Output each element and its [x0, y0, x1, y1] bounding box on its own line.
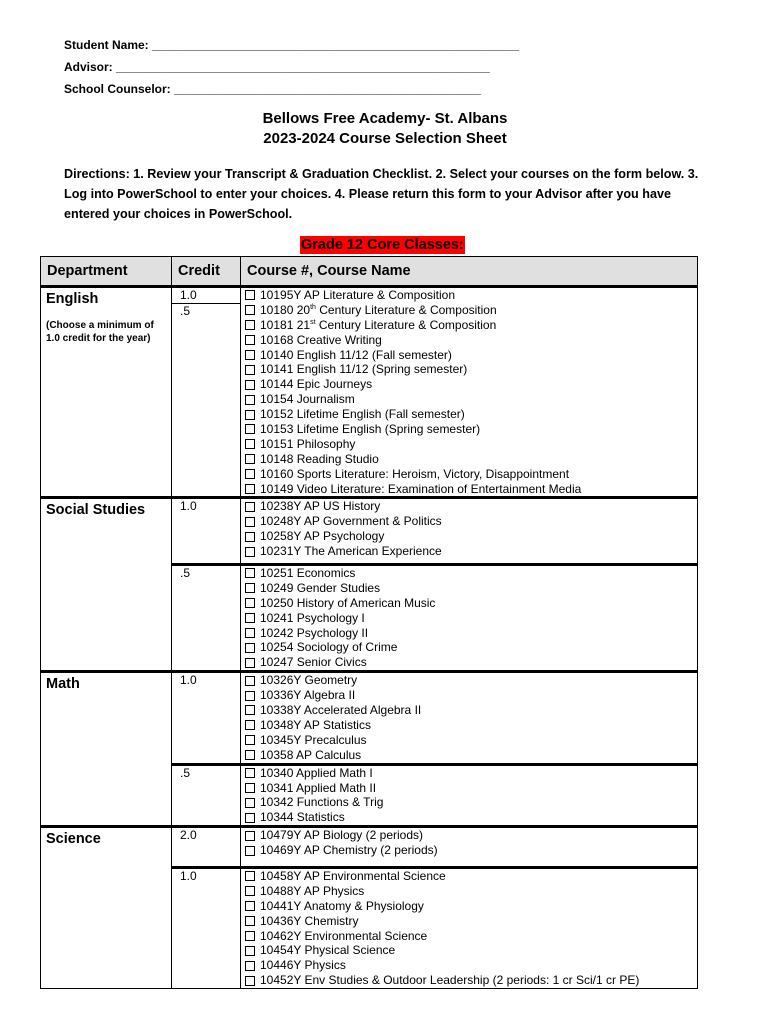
- course-item[interactable]: 10469Y AP Chemistry (2 periods): [245, 843, 697, 858]
- course-item[interactable]: 10248Y AP Government & Politics: [245, 514, 697, 529]
- course-item[interactable]: 10247 Senior Civics: [245, 655, 697, 670]
- checkbox-icon[interactable]: [245, 395, 255, 405]
- checkbox-icon[interactable]: [245, 410, 255, 420]
- credit-value: .5: [172, 303, 240, 319]
- checkbox-icon[interactable]: [245, 547, 255, 557]
- science-row: [41, 827, 698, 868]
- science-courses-b: [241, 867, 698, 988]
- course-item[interactable]: 10454Y Physical Science: [245, 943, 697, 958]
- dept-name: Science: [46, 831, 101, 848]
- checkbox-icon[interactable]: [245, 335, 255, 345]
- course-item[interactable]: 10250 History of American Music: [245, 596, 697, 611]
- course-item[interactable]: 10160 Sports Literature: Heroism, Victory, Disappointment: [245, 467, 697, 482]
- credit-value: 1.0: [180, 868, 197, 883]
- course-item[interactable]: 10149 Video Literature: Examination of Entertainment Media: [245, 482, 697, 497]
- english-row: [41, 287, 698, 498]
- course-item[interactable]: 10231Y The American Experience: [245, 544, 697, 559]
- checkbox-icon[interactable]: [245, 916, 255, 926]
- course-item[interactable]: 10151 Philosophy: [245, 437, 697, 452]
- science-courses-a: [241, 827, 698, 868]
- credit-value: 1.0: [180, 499, 197, 514]
- course-item[interactable]: 10180 20th Century Literature & Composition: [245, 303, 697, 318]
- checkbox-icon[interactable]: [245, 931, 255, 941]
- checkbox-icon[interactable]: [245, 946, 255, 956]
- math-credit-b: [172, 764, 241, 827]
- social-studies-row: [41, 498, 698, 565]
- course-item[interactable]: 10144 Epic Journeys: [245, 377, 697, 392]
- checkbox-icon[interactable]: [245, 798, 255, 808]
- col-department: Department: [41, 257, 172, 287]
- school-counselor-line: School Counselor: ______________________________________________: [64, 82, 481, 96]
- checkbox-icon[interactable]: [245, 846, 255, 856]
- math-dept-cell: [41, 672, 172, 827]
- grade-title: Grade 12 Core Classes:: [301, 237, 464, 253]
- checkbox-icon[interactable]: [245, 424, 255, 434]
- checkbox-icon[interactable]: [245, 783, 255, 793]
- checkbox-icon[interactable]: [245, 628, 255, 638]
- course-item[interactable]: 10140 English 11/12 (Fall semester): [245, 348, 697, 363]
- checkbox-icon[interactable]: [245, 658, 255, 668]
- course-item[interactable]: 10153 Lifetime English (Spring semester): [245, 422, 697, 437]
- english-credit-cell: [172, 287, 241, 498]
- checkbox-icon[interactable]: [245, 705, 255, 715]
- course-item[interactable]: 10462Y Environmental Science: [245, 929, 697, 944]
- checkbox-icon[interactable]: [245, 305, 255, 315]
- checkbox-icon[interactable]: [245, 613, 255, 623]
- checkbox-icon[interactable]: [245, 831, 255, 841]
- checkbox-icon[interactable]: [245, 976, 255, 986]
- checkbox-icon[interactable]: [245, 469, 255, 479]
- math-row: [41, 672, 698, 764]
- checkbox-icon[interactable]: [245, 750, 255, 760]
- checkbox-icon[interactable]: [245, 583, 255, 593]
- checkbox-icon[interactable]: [245, 439, 255, 449]
- course-item[interactable]: 10436Y Chemistry: [245, 914, 697, 929]
- course-item[interactable]: 10340 Applied Math I: [245, 766, 697, 781]
- school-name: Bellows Free Academy- St. Albans: [262, 110, 508, 127]
- checkbox-icon[interactable]: [245, 901, 255, 911]
- social-courses-b: [241, 565, 698, 672]
- course-item[interactable]: 10168 Creative Writing: [245, 333, 697, 348]
- math-courses-a: [241, 672, 698, 764]
- social-courses-a: [241, 498, 698, 565]
- checkbox-icon[interactable]: [245, 568, 255, 578]
- checkbox-icon[interactable]: [245, 365, 255, 375]
- checkbox-icon[interactable]: [245, 517, 255, 527]
- student-name-line: Student Name: _______________________________________________________: [64, 38, 520, 52]
- col-course: Course #, Course Name: [241, 257, 698, 287]
- course-item[interactable]: 10148 Reading Studio: [245, 452, 697, 467]
- course-item[interactable]: 10258Y AP Psychology: [245, 529, 697, 544]
- course-item[interactable]: 10238Y AP US History: [245, 499, 697, 514]
- course-item[interactable]: 10249 Gender Studies: [245, 581, 697, 596]
- checkbox-icon[interactable]: [245, 290, 255, 300]
- course-item[interactable]: 10326Y Geometry: [245, 673, 697, 688]
- english-dept-cell: [41, 287, 172, 498]
- checkbox-icon[interactable]: [245, 961, 255, 971]
- checkbox-icon[interactable]: [245, 380, 255, 390]
- dept-name: English: [46, 291, 99, 307]
- course-item[interactable]: 10344 Statistics: [245, 810, 697, 825]
- checkbox-icon[interactable]: [245, 643, 255, 653]
- course-item[interactable]: 10338Y Accelerated Algebra II: [245, 703, 697, 718]
- course-item[interactable]: 10141 English 11/12 (Spring semester): [245, 362, 697, 377]
- course-item[interactable]: 10458Y AP Environmental Science: [245, 869, 697, 884]
- course-item[interactable]: 10181 21st Century Literature & Composition: [245, 318, 697, 333]
- social-credit-b: [172, 565, 241, 672]
- math-credit-a: [172, 672, 241, 764]
- credit-value: .5: [180, 566, 191, 581]
- credit-value: 1.0: [180, 673, 197, 688]
- checkbox-icon[interactable]: [245, 735, 255, 745]
- course-item[interactable]: 10341 Applied Math II: [245, 781, 697, 796]
- course-item[interactable]: 10345Y Precalculus: [245, 733, 697, 748]
- social-credit-a: [172, 498, 241, 565]
- checkbox-icon[interactable]: [245, 502, 255, 512]
- science-credit-a: [172, 827, 241, 868]
- course-item[interactable]: 10441Y Anatomy & Physiology: [245, 899, 697, 914]
- dept-name: Math: [46, 676, 80, 693]
- checkbox-icon[interactable]: [245, 532, 255, 542]
- course-item[interactable]: 10479Y AP Biology (2 periods): [245, 828, 697, 843]
- checkbox-icon[interactable]: [245, 598, 255, 608]
- course-item[interactable]: 10336Y Algebra II: [245, 688, 697, 703]
- math-courses-b: [241, 764, 698, 827]
- dept-name: Social Studies: [46, 502, 146, 519]
- course-item[interactable]: 10358 AP Calculus: [245, 748, 697, 763]
- science-dept-cell: [41, 827, 172, 989]
- social-dept-cell: [41, 498, 172, 672]
- directions-text: Directions: 1. Review your Transcript & Graduation Checklist. 2. Select your courses on the form below. 3. Log into PowerSchool to enter your choices. 4. Please return this form to your Advisor after you have entered your choices in PowerSchool.: [64, 167, 699, 221]
- course-item[interactable]: 10251 Economics: [245, 566, 697, 581]
- credit-value: .5: [180, 765, 191, 780]
- col-credit: Credit: [172, 257, 241, 287]
- course-item[interactable]: 10242 Psychology II: [245, 626, 697, 641]
- checkbox-icon[interactable]: [245, 691, 255, 701]
- course-item[interactable]: 10154 Journalism: [245, 392, 697, 407]
- course-item[interactable]: 10488Y AP Physics: [245, 884, 697, 899]
- course-item[interactable]: 10195Y AP Literature & Composition: [245, 288, 697, 303]
- credit-value: 1.0: [180, 288, 197, 302]
- advisor-line: Advisor: ________________________________________________________: [64, 60, 490, 74]
- checkbox-icon[interactable]: [245, 320, 255, 330]
- checkbox-icon[interactable]: [245, 454, 255, 464]
- course-item[interactable]: 10342 Functions & Trig: [245, 795, 697, 810]
- course-table: [40, 256, 698, 989]
- course-item[interactable]: 10152 Lifetime English (Fall semester): [245, 407, 697, 422]
- checkbox-icon[interactable]: [245, 813, 255, 823]
- english-courses: [241, 287, 698, 498]
- checkbox-icon[interactable]: [245, 676, 255, 686]
- checkbox-icon[interactable]: [245, 886, 255, 896]
- course-item[interactable]: 10241 Psychology I: [245, 611, 697, 626]
- table-header-row: [41, 257, 698, 287]
- course-item[interactable]: 10452Y Env Studies & Outdoor Leadership (2 periods: 1 cr Sci/1 cr PE): [245, 973, 697, 988]
- science-credit-b: [172, 867, 241, 988]
- dept-note: (Choose a minimum of 1.0 credit for the year): [46, 320, 154, 344]
- sheet-title: 2023-2024 Course Selection Sheet: [263, 130, 507, 147]
- course-item[interactable]: 10254 Sociology of Crime: [245, 640, 697, 655]
- checkbox-icon[interactable]: [245, 720, 255, 730]
- checkbox-icon[interactable]: [245, 768, 255, 778]
- checkbox-icon[interactable]: [245, 484, 255, 494]
- course-item[interactable]: 10348Y AP Statistics: [245, 718, 697, 733]
- course-item[interactable]: 10446Y Physics: [245, 958, 697, 973]
- checkbox-icon[interactable]: [245, 350, 255, 360]
- credit-value: 2.0: [180, 828, 197, 843]
- checkbox-icon[interactable]: [245, 871, 255, 881]
